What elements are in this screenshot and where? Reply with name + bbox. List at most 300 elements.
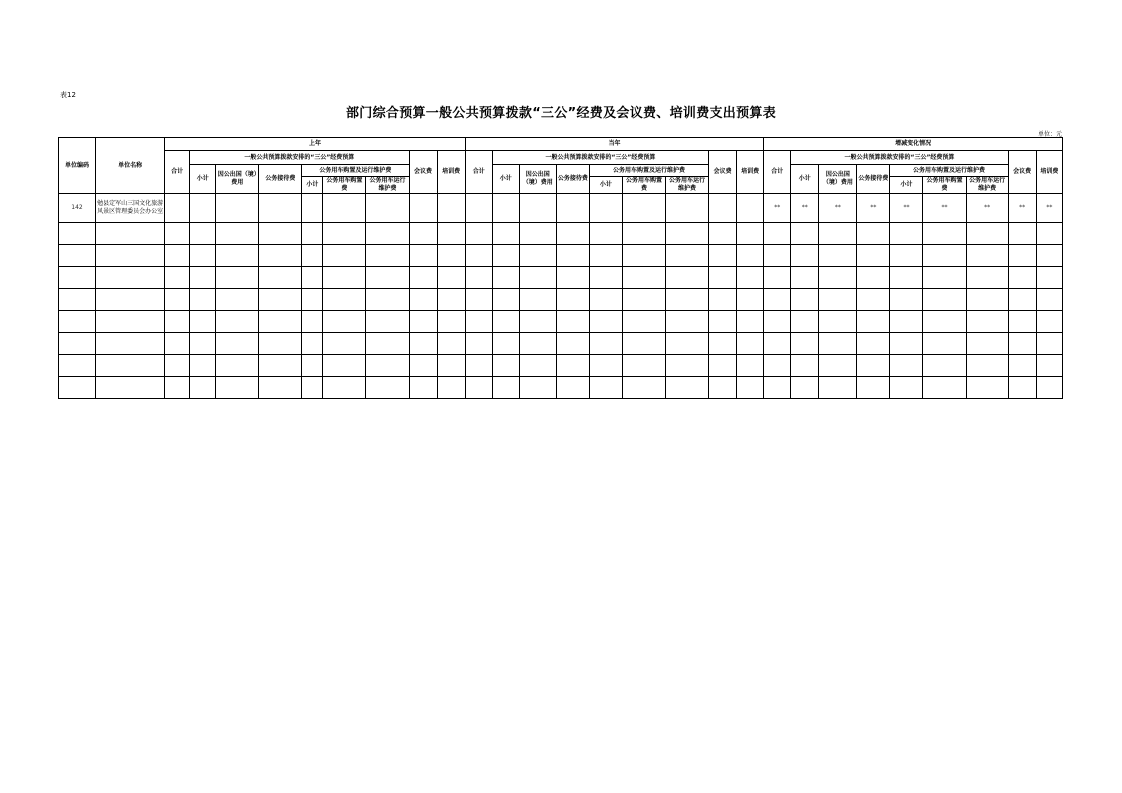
header-three-public: 一般公共预算拨款安排的“三公”经费预算 <box>190 151 409 165</box>
table-cell <box>96 355 165 377</box>
prev-training-cell <box>437 194 465 223</box>
table-cell <box>764 355 791 377</box>
table-cell <box>190 223 216 245</box>
table-cell <box>556 289 589 311</box>
table-cell <box>589 355 622 377</box>
table-cell <box>492 245 519 267</box>
table-cell <box>323 333 366 355</box>
unit-label: 单位：元 <box>1037 131 1062 138</box>
table-cell <box>857 355 890 377</box>
curr-training-cell <box>737 194 764 223</box>
table-cell <box>519 223 556 245</box>
table-cell <box>737 245 764 267</box>
change-training-cell: ** <box>1036 194 1062 223</box>
table-cell <box>890 289 923 311</box>
table-cell <box>764 267 791 289</box>
table-cell <box>737 333 764 355</box>
page-title: 部门综合预算一般公共预算拨款“三公”经费及会议费、培训费支出预算表 <box>346 106 776 121</box>
table-row <box>59 333 1063 355</box>
change-vehicle-run-cell: ** <box>966 194 1008 223</box>
table-cell <box>666 355 709 377</box>
prev-vehicle-purchase-cell <box>323 194 366 223</box>
table-cell <box>216 267 259 289</box>
table-cell <box>366 267 409 289</box>
table-cell <box>165 245 190 267</box>
table-cell <box>737 311 764 333</box>
table-cell <box>890 377 923 399</box>
table-cell <box>666 267 709 289</box>
header-vehicle-purchase: 公务用车购置费 <box>323 177 366 194</box>
table-cell <box>791 377 819 399</box>
table-cell <box>165 311 190 333</box>
table-cell <box>589 267 622 289</box>
table-cell <box>1036 289 1062 311</box>
table-cell <box>923 311 966 333</box>
table-cell <box>96 223 165 245</box>
table-cell <box>409 355 437 377</box>
table-cell <box>409 377 437 399</box>
table-cell <box>709 333 737 355</box>
header-abroad: 因公出国（境）费用 <box>216 165 259 194</box>
header-meeting: 会议费 <box>1008 151 1036 194</box>
change-abroad-cell: ** <box>819 194 857 223</box>
table-cell <box>1036 311 1062 333</box>
table-cell <box>259 355 302 377</box>
table-cell <box>857 245 890 267</box>
table-cell <box>59 267 96 289</box>
table-cell <box>622 377 665 399</box>
table-cell <box>1008 333 1036 355</box>
table-cell <box>323 245 366 267</box>
table-cell <box>259 377 302 399</box>
table-cell <box>764 311 791 333</box>
table-cell <box>890 333 923 355</box>
table-cell <box>465 267 492 289</box>
table-cell <box>366 355 409 377</box>
table-cell <box>923 267 966 289</box>
table-cell <box>366 245 409 267</box>
header-training: 培训费 <box>1036 151 1062 194</box>
table-id: 表12 <box>60 91 76 99</box>
table-cell <box>589 311 622 333</box>
table-cell <box>556 267 589 289</box>
header-vehicle-subtotal: 小计 <box>890 177 923 194</box>
table-cell <box>259 223 302 245</box>
table-cell <box>302 377 323 399</box>
table-cell <box>1036 333 1062 355</box>
table-cell <box>323 289 366 311</box>
table-cell <box>190 377 216 399</box>
table-cell <box>302 333 323 355</box>
table-cell <box>59 245 96 267</box>
table-cell <box>1008 311 1036 333</box>
table-cell <box>890 245 923 267</box>
table-cell <box>709 289 737 311</box>
table-cell <box>366 223 409 245</box>
table-row <box>59 267 1063 289</box>
table-cell <box>96 333 165 355</box>
header-subtotal: 小计 <box>791 165 819 194</box>
table-cell <box>190 355 216 377</box>
table-cell <box>966 377 1008 399</box>
table-cell <box>165 289 190 311</box>
table-cell <box>966 355 1008 377</box>
table-cell <box>437 311 465 333</box>
table-cell <box>819 377 857 399</box>
table-cell <box>791 333 819 355</box>
table-cell <box>890 355 923 377</box>
table-cell <box>709 355 737 377</box>
header-vehicle-run: 公务用车运行维护费 <box>966 177 1008 194</box>
table-cell <box>519 245 556 267</box>
table-cell <box>819 245 857 267</box>
table-cell <box>622 245 665 267</box>
table-cell <box>59 311 96 333</box>
table-cell <box>165 355 190 377</box>
table-cell <box>589 377 622 399</box>
prev-reception-cell <box>259 194 302 223</box>
table-row <box>59 289 1063 311</box>
table-cell <box>857 311 890 333</box>
table-cell <box>819 289 857 311</box>
table-cell <box>409 333 437 355</box>
table-cell <box>366 311 409 333</box>
table-cell <box>165 223 190 245</box>
table-cell <box>666 377 709 399</box>
unit-name-cell: 勉县定军山三国文化旅游风景区管理委员会办公室 <box>96 194 165 223</box>
table-cell <box>259 267 302 289</box>
table-cell <box>519 289 556 311</box>
table-cell <box>437 267 465 289</box>
header-subtotal: 小计 <box>492 165 519 194</box>
prev-total-cell <box>165 194 190 223</box>
table-row <box>59 311 1063 333</box>
table-cell <box>323 377 366 399</box>
table-cell <box>791 355 819 377</box>
table-cell <box>165 377 190 399</box>
table-cell <box>857 377 890 399</box>
table-cell <box>556 377 589 399</box>
table-cell <box>737 377 764 399</box>
prev-meeting-cell <box>409 194 437 223</box>
table-cell <box>819 267 857 289</box>
table-cell <box>890 267 923 289</box>
table-cell <box>737 223 764 245</box>
header-vehicle: 公务用车购置及运行维护费 <box>302 165 409 177</box>
header-vehicle-subtotal: 小计 <box>302 177 323 194</box>
change-meeting-cell: ** <box>1008 194 1036 223</box>
table-cell <box>59 333 96 355</box>
curr-vehicle-subtotal-cell <box>589 194 622 223</box>
table-cell <box>966 223 1008 245</box>
table-cell <box>737 267 764 289</box>
table-cell <box>764 377 791 399</box>
table-cell <box>302 355 323 377</box>
table-cell <box>96 311 165 333</box>
header-total: 合计 <box>465 151 492 194</box>
table-cell <box>259 245 302 267</box>
table-cell <box>302 245 323 267</box>
table-cell <box>819 311 857 333</box>
table-cell <box>437 333 465 355</box>
table-cell <box>302 311 323 333</box>
table-cell <box>1036 245 1062 267</box>
table-cell <box>857 333 890 355</box>
table-cell <box>96 245 165 267</box>
table-cell <box>709 245 737 267</box>
header-training: 培训费 <box>737 151 764 194</box>
table-cell <box>556 311 589 333</box>
change-vehicle-subtotal-cell: ** <box>890 194 923 223</box>
table-cell <box>791 311 819 333</box>
table-cell <box>492 377 519 399</box>
change-reception-cell: ** <box>857 194 890 223</box>
header-reception: 公务接待费 <box>259 165 302 194</box>
curr-reception-cell <box>556 194 589 223</box>
header-vehicle-purchase: 公务用车购置费 <box>923 177 966 194</box>
header-vehicle: 公务用车购置及运行维护费 <box>589 165 708 177</box>
curr-meeting-cell <box>709 194 737 223</box>
table-cell <box>857 289 890 311</box>
table-cell <box>302 223 323 245</box>
table-cell <box>890 311 923 333</box>
table-cell <box>966 245 1008 267</box>
unit-code-cell: 142 <box>59 194 96 223</box>
table-cell <box>216 289 259 311</box>
budget-table <box>58 137 1063 399</box>
table-cell <box>764 333 791 355</box>
table-cell <box>437 377 465 399</box>
prev-vehicle-subtotal-cell <box>302 194 323 223</box>
table-cell <box>165 333 190 355</box>
header-name: 单位名称 <box>96 138 165 194</box>
table-cell <box>492 289 519 311</box>
table-cell <box>791 245 819 267</box>
table-cell <box>923 333 966 355</box>
table-cell <box>923 355 966 377</box>
table-cell <box>819 355 857 377</box>
table-cell <box>857 267 890 289</box>
table-cell <box>302 289 323 311</box>
table-cell <box>323 311 366 333</box>
empty-rows <box>59 223 1063 399</box>
table-cell <box>589 333 622 355</box>
table-cell <box>622 223 665 245</box>
table-cell <box>409 245 437 267</box>
table-cell <box>519 311 556 333</box>
table-cell <box>709 311 737 333</box>
table-cell <box>556 223 589 245</box>
table-row <box>59 245 1063 267</box>
table-cell <box>737 355 764 377</box>
table-cell <box>409 223 437 245</box>
header-vehicle: 公务用车购置及运行维护费 <box>890 165 1008 177</box>
table-cell <box>59 377 96 399</box>
header-total: 合计 <box>764 151 791 194</box>
table-cell <box>259 333 302 355</box>
table-cell <box>437 245 465 267</box>
header-vehicle-run: 公务用车运行维护费 <box>666 177 709 194</box>
table-cell <box>366 289 409 311</box>
table-cell <box>589 245 622 267</box>
table-cell <box>923 245 966 267</box>
table-cell <box>409 289 437 311</box>
table-cell <box>465 355 492 377</box>
table-cell <box>519 377 556 399</box>
prev-abroad-cell <box>216 194 259 223</box>
table-cell <box>709 223 737 245</box>
table-cell <box>819 223 857 245</box>
table-cell <box>923 377 966 399</box>
table-cell <box>709 377 737 399</box>
table-row <box>59 223 1063 245</box>
table-cell <box>666 223 709 245</box>
header-vehicle-subtotal: 小计 <box>589 177 622 194</box>
table-cell <box>216 355 259 377</box>
table-cell <box>190 245 216 267</box>
table-cell <box>1008 223 1036 245</box>
table-cell <box>890 223 923 245</box>
table-cell <box>791 289 819 311</box>
table-cell <box>519 355 556 377</box>
table-cell <box>923 223 966 245</box>
table-cell <box>923 289 966 311</box>
table-cell <box>492 267 519 289</box>
table-cell <box>666 245 709 267</box>
table-cell <box>556 333 589 355</box>
table-cell <box>709 267 737 289</box>
table-cell <box>556 245 589 267</box>
header-subtotal: 小计 <box>190 165 216 194</box>
table-cell <box>165 267 190 289</box>
header-vehicle-purchase: 公务用车购置费 <box>622 177 665 194</box>
table-cell <box>59 289 96 311</box>
change-total-cell: ** <box>764 194 791 223</box>
change-vehicle-purchase-cell: ** <box>923 194 966 223</box>
table-cell <box>622 289 665 311</box>
table-cell <box>323 223 366 245</box>
table-row <box>59 355 1063 377</box>
header-three-public: 一般公共预算拨款安排的“三公”经费预算 <box>791 151 1008 165</box>
table-row <box>59 194 1063 223</box>
table-cell <box>465 311 492 333</box>
table-cell <box>764 289 791 311</box>
table-cell <box>216 333 259 355</box>
table-cell <box>492 355 519 377</box>
header-meeting: 会议费 <box>409 151 437 194</box>
table-cell <box>323 355 366 377</box>
header-abroad: 因公出国（境）费用 <box>819 165 857 194</box>
table-cell <box>492 223 519 245</box>
header-vehicle-run: 公务用车运行维护费 <box>366 177 409 194</box>
table-cell <box>666 289 709 311</box>
table-cell <box>216 245 259 267</box>
table-cell <box>1036 377 1062 399</box>
header-curr-year: 当年 <box>465 138 764 151</box>
table-cell <box>96 289 165 311</box>
header-three-public: 一般公共预算拨款安排的“三公”经费预算 <box>492 151 708 165</box>
table-cell <box>666 333 709 355</box>
table-cell <box>764 223 791 245</box>
table-cell <box>966 267 1008 289</box>
table-cell <box>465 245 492 267</box>
curr-subtotal-cell <box>492 194 519 223</box>
table-cell <box>190 333 216 355</box>
table-cell <box>1008 289 1036 311</box>
table-cell <box>437 223 465 245</box>
table-cell <box>1036 267 1062 289</box>
header-total: 合计 <box>165 151 190 194</box>
table-cell <box>622 311 665 333</box>
table-cell <box>437 289 465 311</box>
table-cell <box>622 355 665 377</box>
table-cell <box>622 267 665 289</box>
table-cell <box>819 333 857 355</box>
table-cell <box>737 289 764 311</box>
header-training: 培训费 <box>437 151 465 194</box>
table-cell <box>216 311 259 333</box>
table-cell <box>1008 377 1036 399</box>
table-cell <box>465 223 492 245</box>
table-cell <box>59 355 96 377</box>
table-cell <box>857 223 890 245</box>
table-cell <box>1008 355 1036 377</box>
curr-total-cell <box>465 194 492 223</box>
header-prev-year: 上年 <box>165 138 466 151</box>
table-cell <box>465 289 492 311</box>
table-cell <box>492 311 519 333</box>
header-change: 增减变化情况 <box>764 138 1063 151</box>
table-cell <box>409 311 437 333</box>
table-cell <box>437 355 465 377</box>
table-cell <box>190 289 216 311</box>
table-cell <box>1008 245 1036 267</box>
table-cell <box>59 223 96 245</box>
table-cell <box>966 311 1008 333</box>
table-cell <box>666 311 709 333</box>
table-cell <box>791 223 819 245</box>
table-cell <box>216 377 259 399</box>
table-cell <box>1036 223 1062 245</box>
header-meeting: 会议费 <box>709 151 737 194</box>
table-cell <box>96 377 165 399</box>
header-abroad: 因公出国（境）费用 <box>519 165 556 194</box>
table-cell <box>966 333 1008 355</box>
table-cell <box>966 289 1008 311</box>
prev-subtotal-cell <box>190 194 216 223</box>
curr-vehicle-run-cell <box>666 194 709 223</box>
table-cell <box>96 267 165 289</box>
header-code: 单位编码 <box>59 138 96 194</box>
table-cell <box>622 333 665 355</box>
table-cell <box>556 355 589 377</box>
table-cell <box>216 223 259 245</box>
table-cell <box>492 333 519 355</box>
table-cell <box>190 311 216 333</box>
curr-vehicle-purchase-cell <box>622 194 665 223</box>
table-cell <box>589 223 622 245</box>
table-cell <box>791 267 819 289</box>
curr-abroad-cell <box>519 194 556 223</box>
table-cell <box>1036 355 1062 377</box>
table-cell <box>409 267 437 289</box>
table-cell <box>302 267 323 289</box>
table-cell <box>259 311 302 333</box>
table-cell <box>519 333 556 355</box>
table-cell <box>323 267 366 289</box>
table-cell <box>1008 267 1036 289</box>
table-cell <box>465 333 492 355</box>
